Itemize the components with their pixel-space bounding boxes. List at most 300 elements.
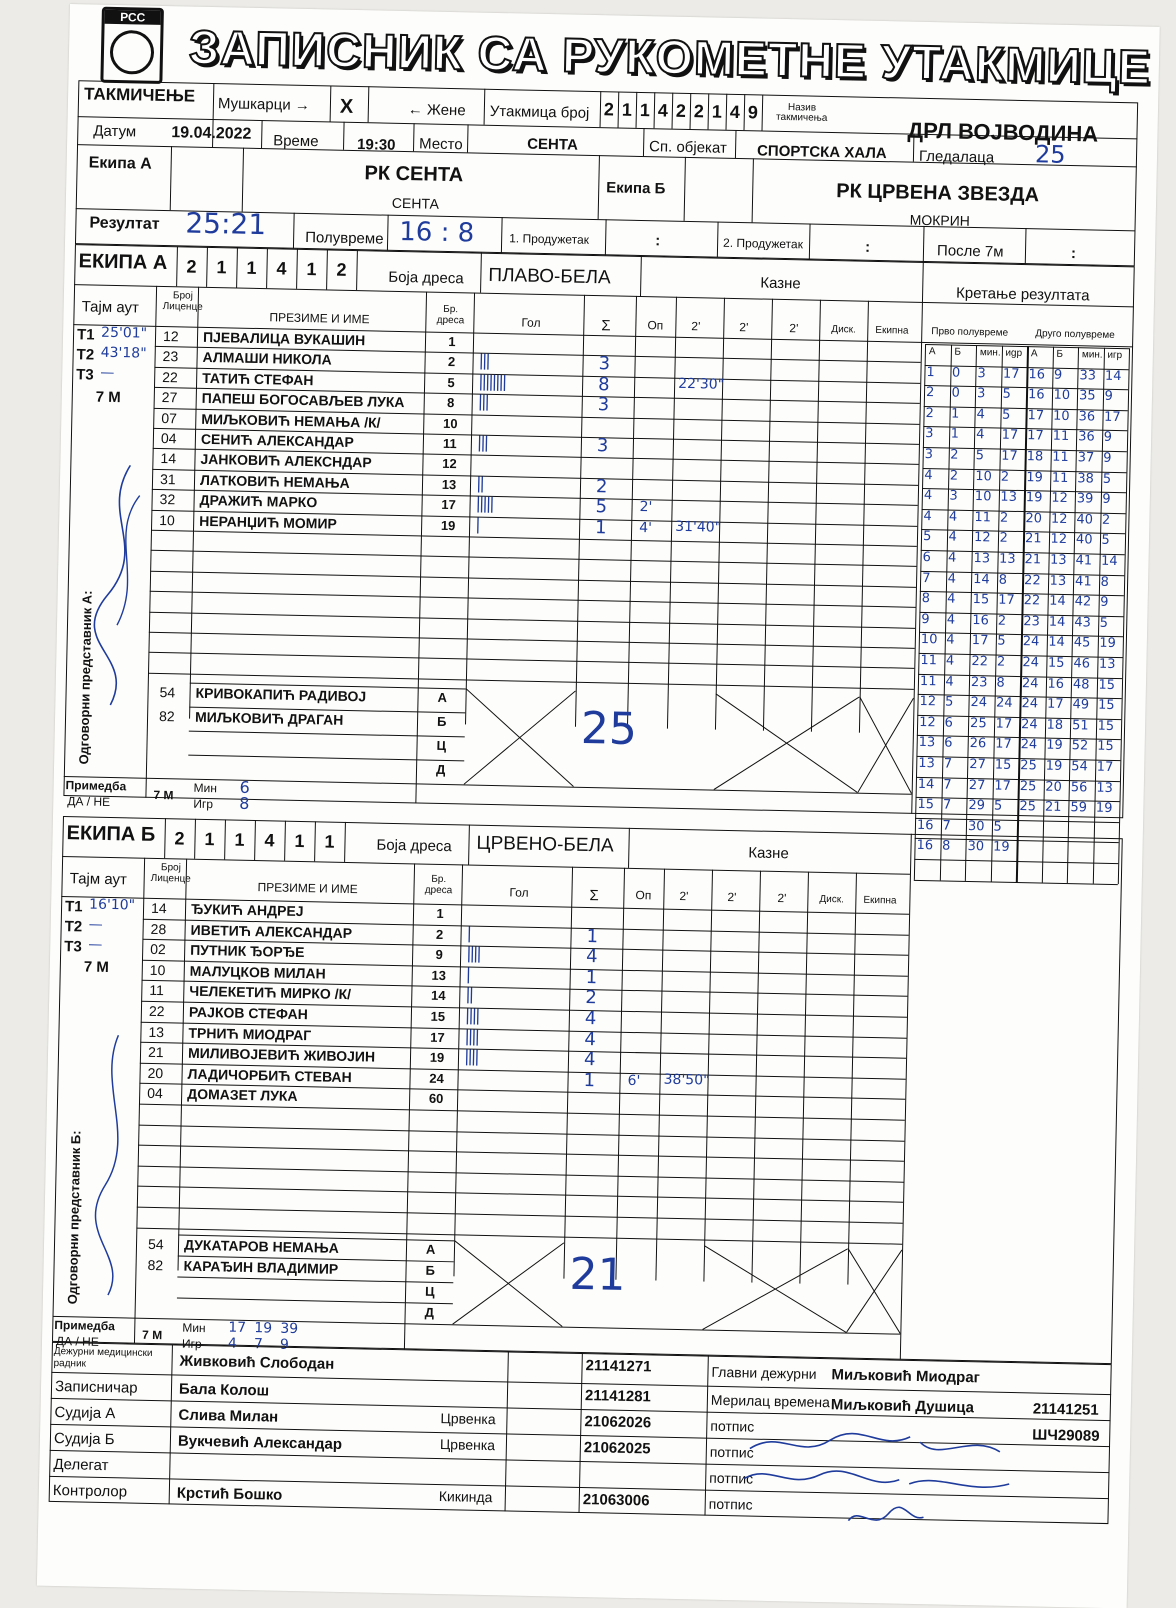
- player-licence: 10: [149, 961, 166, 979]
- team-b-cross-kazne: [702, 1246, 848, 1333]
- player-warning: 6': [627, 1072, 641, 1089]
- team-b-igr-label: Игр: [181, 1336, 202, 1352]
- player-name: ЧЕЛЕКЕТИЋ МИРКО /К/: [189, 983, 352, 1003]
- op-header: Оп: [647, 318, 664, 333]
- player-suspension: 31'40": [675, 518, 722, 536]
- score-cell: 24: [1021, 675, 1039, 692]
- team-b-t3: T3: [64, 938, 82, 956]
- score-cell: 23: [970, 674, 988, 690]
- sudija-b-potpis: потпис: [709, 1443, 754, 1461]
- score-cell: 2: [996, 654, 1006, 670]
- score-cell: 17: [1001, 427, 1019, 444]
- rezultat-value: 25:21: [185, 206, 267, 242]
- score-cell: 4: [947, 550, 957, 566]
- score-cell: 9: [1100, 594, 1109, 611]
- score-cell: 14: [1100, 553, 1118, 570]
- player-name: ЈАНКОВИЋ АЛЕКСНДАР: [200, 451, 372, 471]
- player-licence: 20: [147, 1064, 164, 1081]
- team-b-op-header: Оп: [635, 888, 652, 903]
- team-b-7m-footer: 7 M: [141, 1327, 163, 1343]
- player-name: ДРАЖИЋ МАРКО: [199, 492, 318, 511]
- score-cell: 22: [971, 654, 989, 670]
- merilac-label: Мерилац времена: [710, 1391, 831, 1411]
- team-a-total: 25: [580, 702, 638, 756]
- team-b-m2b-header: 2': [727, 889, 737, 905]
- player-goals-sum: 3: [596, 435, 609, 457]
- score-cell: 17: [995, 716, 1013, 732]
- score-cell: 24: [1020, 737, 1038, 753]
- sp-objekat-label: Сп. објекат: [648, 138, 727, 157]
- score-cell: 14: [1048, 635, 1066, 651]
- score-cell: 25: [1019, 799, 1037, 815]
- sudija-b-label: Судија Б: [53, 1429, 115, 1449]
- score-cell: 5: [993, 819, 1002, 835]
- player-jersey: 1: [436, 905, 444, 922]
- sp-objekat-value: СПОРТСКА ХАЛА: [756, 142, 887, 163]
- score-cell: 59: [1070, 800, 1088, 816]
- match-number-digit: 1: [711, 101, 723, 122]
- score-cell: 33: [1079, 367, 1097, 384]
- team-b-t1-value: 16'10": [88, 896, 136, 914]
- score-cell: 20: [1025, 510, 1043, 527]
- player-jersey: 60: [428, 1091, 444, 1107]
- score-cell: 21: [1044, 799, 1062, 816]
- score-cell: 4: [923, 508, 932, 524]
- score-cell: 19: [992, 839, 1010, 856]
- score-cell: 13: [1049, 552, 1067, 568]
- score-cell: 13: [918, 755, 935, 772]
- team-b-kazne-label: Казне: [748, 844, 789, 863]
- score-cell: 4: [976, 406, 986, 423]
- score-cell: 12: [1050, 532, 1068, 548]
- player-goals-sum: 1: [586, 925, 599, 947]
- player-licence: 27: [161, 389, 178, 406]
- score-cell: 17: [1027, 407, 1045, 424]
- score-cell: 2: [1101, 512, 1111, 528]
- kretanje-label: Кретање резултата: [955, 284, 1090, 305]
- score-cell: 12: [918, 714, 936, 731]
- score-cell: 25: [1020, 758, 1037, 774]
- player-jersey: 17: [441, 497, 456, 513]
- player-licence: 04: [160, 430, 177, 447]
- dezurni-lic: 21141271: [585, 1357, 652, 1376]
- ekipa-a-label: Екипа А: [88, 154, 152, 173]
- score-cell: 17: [998, 592, 1015, 609]
- score-cell: 48: [1072, 676, 1090, 693]
- score-cell: 27: [968, 777, 986, 793]
- player-goals-tally: ||||: [464, 1005, 479, 1025]
- team-b-m2a-header: 2': [679, 888, 689, 904]
- match-number-digit: 2: [675, 100, 687, 121]
- score-cell: 52: [1071, 738, 1089, 754]
- team-a-t3: T3: [76, 366, 94, 384]
- team-b-7m-label: 7 M: [83, 958, 110, 977]
- score-cell: 7: [942, 818, 951, 834]
- score-cell: 15: [994, 757, 1012, 773]
- prvo-poluvreme-label: Прво полувреме: [931, 326, 1009, 339]
- score-cell: 3: [924, 447, 934, 463]
- gol-header: Гол: [521, 315, 541, 330]
- score-cell: 13: [1096, 780, 1114, 796]
- zapisnicar-label: Записничар: [54, 1377, 138, 1397]
- team-a-cross-kazne: [714, 694, 860, 793]
- player-name: ПУТНИК ЂОРЂЕ: [190, 941, 305, 961]
- score-cell: 7: [943, 777, 952, 793]
- match-number-digit: 1: [621, 99, 633, 120]
- score-cell: 16: [1047, 676, 1065, 692]
- score-cell: 10: [974, 489, 992, 505]
- official-licence: 82: [147, 1256, 164, 1274]
- score-cell: 22: [1023, 593, 1041, 609]
- team-a-t1-value: 25'01": [100, 324, 148, 342]
- score-cell: 23: [1023, 613, 1040, 630]
- score-grid-header: Б: [1056, 348, 1064, 360]
- score-cell: 30: [967, 818, 985, 835]
- zapisnicar-name: Бала Колош: [178, 1380, 270, 1400]
- score-cell: 25: [1019, 778, 1037, 795]
- player-goals-sum: 3: [598, 353, 611, 375]
- score-cell: 4: [945, 674, 954, 690]
- score-cell: 29: [968, 798, 986, 814]
- posle7m-label: После 7м: [936, 242, 1004, 261]
- score-cell: 19: [1099, 636, 1117, 652]
- ekipa-b-city: МОКРИН: [909, 211, 971, 229]
- score-cell: 40: [1076, 511, 1094, 528]
- score-cell: 5: [1099, 615, 1109, 631]
- rezultat-label: Резултат: [89, 214, 160, 233]
- score-cell: 46: [1073, 656, 1091, 672]
- score-cell: 10: [920, 632, 938, 648]
- rss-logo: [100, 7, 164, 84]
- score-cell: 13: [1049, 573, 1067, 589]
- player-suspension: 38'50": [663, 1071, 710, 1089]
- score-cell: 15: [1047, 655, 1065, 671]
- player-name: ЛАТКОВИЋ НЕМАЊА: [199, 471, 350, 491]
- score-cell: 3: [949, 488, 958, 504]
- player-licence: 32: [159, 491, 176, 508]
- score-cell: 24: [1020, 716, 1038, 733]
- muskarci-mark[interactable]: X: [339, 95, 354, 118]
- score-cell: 42: [1074, 594, 1092, 610]
- team-b-sum-header: Σ: [589, 887, 599, 905]
- score-cell: 43: [1074, 614, 1091, 631]
- team-code-digit: 1: [204, 829, 215, 850]
- player-licence: 12: [162, 328, 179, 345]
- team-code-digit: 1: [246, 257, 257, 278]
- player-licence: 13: [148, 1023, 165, 1040]
- team-a-t2: T2: [76, 346, 95, 364]
- score-cell: 5: [1102, 471, 1112, 487]
- muskarci-label: Мушкарци →: [217, 95, 311, 115]
- sudija-a-lic: 21062026: [584, 1413, 652, 1432]
- score-cell: 11: [920, 652, 938, 669]
- score-grid-header: А: [1030, 348, 1038, 360]
- official-name: ДУКАТАРОВ НЕМАЊА: [183, 1236, 340, 1256]
- score-cell: 2: [925, 385, 935, 401]
- score-cell: 18: [1046, 717, 1064, 733]
- team-b-primedba-label: Примедба: [54, 1317, 116, 1334]
- player-jersey: 15: [430, 1008, 446, 1025]
- m2a-header: 2': [691, 319, 701, 334]
- gledalaca-label: Гледалаца: [918, 147, 995, 167]
- player-jersey: 5: [447, 374, 455, 390]
- team-a-7m-footer: 7 M: [153, 787, 174, 803]
- sudija-a-city: Црвенка: [440, 1410, 496, 1428]
- player-jersey: 19: [440, 517, 456, 533]
- score-cell: 16: [916, 817, 934, 834]
- player-goals-sum: 2: [585, 987, 597, 1009]
- score-cell: 14: [1048, 614, 1066, 630]
- team-b-disk-header: Диск.: [819, 893, 845, 906]
- player-goals-sum: 1: [594, 516, 607, 538]
- player-goals-tally: |||: [477, 391, 489, 412]
- player-jersey: 13: [441, 476, 457, 492]
- team-b-tajm-aut-header: Тајм аут: [69, 870, 128, 889]
- team-a-igr-value: 8: [239, 793, 250, 813]
- player-licence: 31: [159, 470, 176, 488]
- posle7m-colon: :: [1070, 245, 1077, 263]
- player-jersey: 17: [430, 1029, 445, 1045]
- player-goals-tally: |: [465, 964, 470, 984]
- player-name: ТРНИЋ МИОДРАГ: [188, 1024, 312, 1043]
- sum-header: Σ: [601, 317, 611, 335]
- player-goals-sum: 4: [585, 946, 598, 968]
- player-warning: 4': [638, 519, 653, 536]
- player-goals-sum: 3: [597, 394, 610, 416]
- score-cell: 37: [1077, 450, 1095, 466]
- score-sheet: [37, 4, 1160, 1608]
- player-goals-tally: ||||: [464, 1026, 479, 1046]
- player-jersey: 13: [431, 967, 447, 983]
- score-cell: 15: [1097, 739, 1114, 755]
- score-grid-header: А: [928, 346, 936, 358]
- ekipa-b-name: РК ЦРВЕНА ЗВЕЗДА: [836, 180, 1040, 207]
- player-name: МИЉКОВИЋ НЕМАЊА /К/: [201, 410, 381, 431]
- player-licence: 28: [150, 920, 167, 937]
- team-a-kazne-label: Казне: [760, 274, 801, 293]
- score-cell: 17: [1046, 696, 1064, 713]
- drugo-poluvreme-label: Друго полувреме: [1035, 328, 1115, 341]
- player-goals-tally: |: [466, 923, 471, 943]
- score-cell: 14: [972, 571, 990, 587]
- player-goals-tally: ||||: [463, 1046, 478, 1066]
- score-cell: 15: [1098, 677, 1116, 693]
- player-goals-tally: |: [475, 514, 479, 534]
- team-b-igr-value-3: 9: [279, 1336, 290, 1353]
- player-goals-tally: ||: [475, 473, 484, 493]
- score-cell: 26: [969, 736, 987, 752]
- score-cell: 35: [1078, 388, 1096, 404]
- score-cell: 21: [1024, 531, 1042, 547]
- score-cell: 8: [1100, 574, 1110, 590]
- score-cell: 19: [1046, 737, 1063, 754]
- score-cell: 6: [944, 735, 953, 752]
- player-goals-tally: ||: [465, 984, 473, 1005]
- score-cell: 3: [925, 426, 934, 442]
- official-mark: Ц: [436, 737, 447, 754]
- score-cell: 19: [1025, 490, 1043, 506]
- score-cell: 4: [947, 571, 957, 587]
- match-number-digit: 1: [639, 99, 651, 121]
- team-b-t1: T1: [64, 898, 83, 916]
- player-name: МАЛУЦКОВ МИЛАН: [189, 962, 326, 982]
- score-cell: 8: [996, 675, 1005, 691]
- score-cell: 5: [1001, 407, 1011, 423]
- score-cell: 17: [1096, 759, 1114, 776]
- prod1-colon: :: [654, 232, 661, 250]
- zene-label: ← Жене: [407, 101, 466, 120]
- team-code-digit: 4: [276, 258, 287, 279]
- team-code-digit: 1: [324, 831, 335, 852]
- player-jersey: 8: [446, 395, 455, 411]
- team-b-da-ne: ДА / НЕ: [55, 1334, 99, 1349]
- player-name: МИЛИВОЈЕВИЋ ЖИВОЈИН: [187, 1044, 376, 1065]
- team-b-cross-gol: [452, 1240, 564, 1326]
- player-name: ДОМАЗЕТ ЛУКА: [187, 1086, 298, 1105]
- team-b-cross-ekipna: [846, 1249, 902, 1334]
- player-goals-sum: 4: [583, 1049, 596, 1071]
- player-goals-sum: 5: [595, 496, 608, 518]
- match-number-digit: 2: [693, 101, 705, 122]
- score-cell: 15: [972, 592, 990, 608]
- official-mark: Б: [436, 713, 447, 730]
- score-cell: 5: [922, 529, 932, 545]
- team-b-label: ЕКИПА Б: [66, 822, 156, 846]
- score-cell: 16: [1027, 387, 1045, 403]
- match-number-digit: 4: [657, 100, 669, 121]
- team-b-representative-signature: [83, 1025, 149, 1306]
- score-cell: 4: [948, 509, 958, 525]
- player-goals-sum: 8: [597, 373, 610, 396]
- score-cell: 11: [919, 673, 937, 689]
- team-a-representative-signature: [85, 455, 160, 716]
- score-cell: 12: [973, 530, 991, 546]
- team-code-digit: 1: [306, 259, 317, 280]
- team-a-igr-label: Игр: [193, 796, 214, 812]
- score-cell: 12: [1051, 490, 1069, 507]
- player-licence: 10: [159, 511, 175, 528]
- score-cell: 6: [944, 715, 954, 731]
- team-b-m2c-header: 2': [777, 891, 787, 906]
- handball-icon: [110, 30, 155, 75]
- ekipa-a-name: РК СЕНТА: [364, 162, 464, 187]
- team-b-ekipna-header: Екипна: [863, 894, 897, 907]
- team-a-cross-gol: [464, 688, 576, 786]
- player-goals-sum: 4: [584, 1028, 597, 1050]
- team-b-total: 21: [568, 1248, 627, 1301]
- player-goals-sum: 4: [584, 1008, 597, 1030]
- score-cell: 49: [1072, 697, 1090, 713]
- score-cell: 2: [1000, 469, 1010, 485]
- score-cell: 9: [1053, 367, 1063, 383]
- team-code-digit: 1: [216, 257, 227, 278]
- broj-licence-header: Број Лиценце: [162, 290, 203, 313]
- team-b-boja: ЦРВЕНО-БЕЛА: [476, 832, 614, 857]
- prod1-label: 1. Продужетак: [509, 231, 590, 247]
- player-name: ЂУКИЋ АНДРЕЈ: [190, 900, 304, 920]
- vreme-label: Време: [273, 132, 319, 151]
- team-a-7m-label: 7 M: [95, 388, 121, 407]
- score-cell: 7: [942, 797, 952, 813]
- player-goals-tally: |||: [478, 351, 489, 371]
- kontrolor-lic: 21063006: [582, 1491, 650, 1510]
- score-cell: 41: [1074, 573, 1092, 590]
- player-licence: 14: [150, 899, 167, 917]
- score-cell: 24: [1021, 696, 1039, 712]
- score-cell: 17: [1001, 448, 1018, 464]
- player-licence: 02: [150, 941, 166, 958]
- score-cell: 11: [1052, 449, 1069, 466]
- match-number-digit: 4: [729, 101, 741, 123]
- player-jersey: 14: [430, 988, 446, 1004]
- score-cell: 4: [948, 529, 957, 546]
- score-cell: 12: [919, 694, 937, 710]
- score-cell: 56: [1070, 779, 1088, 796]
- team-a-boja: ПЛАВО-БЕЛА: [488, 264, 611, 289]
- score-cell: 17: [1103, 409, 1121, 425]
- ekipa-a-city: СЕНТА: [391, 194, 440, 212]
- team-code-digit: 2: [174, 828, 185, 849]
- player-goals-tally: ||||||||: [477, 371, 506, 391]
- score-grid-header: иgр: [1005, 347, 1023, 360]
- score-cell: 14: [917, 776, 935, 792]
- score-cell: 7: [922, 570, 931, 586]
- player-goals-tally: ||||: [466, 943, 480, 963]
- sudija-a-label: Судија А: [54, 1403, 116, 1423]
- sudija-a-name: Слива Милан: [178, 1406, 279, 1426]
- score-cell: 11: [974, 509, 992, 526]
- score-cell: 17: [995, 736, 1012, 753]
- score-cell: 41: [1075, 553, 1093, 569]
- match-number-digit: 9: [747, 102, 759, 123]
- team-b-min-value-1: 17: [228, 1319, 247, 1336]
- score-cell: 5: [997, 633, 1006, 650]
- official-mark: А: [437, 689, 448, 706]
- ime-header: ПРЕЗИМЕ И ИМЕ: [269, 310, 370, 327]
- score-cell: 8: [941, 838, 951, 855]
- score-cell: 1: [926, 364, 935, 380]
- dezurni-name: Живковић Слободан: [179, 1352, 335, 1373]
- score-cell: 17: [1027, 428, 1044, 444]
- team-a-primedba-label: Примедба: [65, 778, 127, 794]
- official-licence: 54: [159, 684, 176, 701]
- official-name: КРИВОКАПИЋ РАДИВОЈ: [195, 684, 367, 705]
- player-warning: 2': [639, 499, 653, 516]
- score-cell: 13: [1000, 489, 1018, 506]
- mesto-value: СЕНТА: [526, 135, 579, 154]
- vreme-value: 19:30: [356, 136, 396, 154]
- score-cell: 2: [999, 530, 1008, 547]
- team-a-label: ЕКИПА А: [78, 250, 168, 275]
- team-a-min-label: Мин: [193, 780, 218, 796]
- m2b-header: 2': [739, 320, 749, 335]
- player-jersey: 24: [429, 1070, 444, 1086]
- player-jersey: 19: [429, 1049, 445, 1066]
- score-cell: 9: [921, 611, 930, 627]
- glavni-name: Миљковић Миодраг: [831, 1366, 981, 1387]
- player-name: РАЈКОВ СТЕФАН: [188, 1003, 308, 1023]
- score-grid-header: Б: [954, 346, 962, 358]
- score-cell: 36: [1078, 409, 1096, 425]
- score-cell: 15: [917, 797, 935, 813]
- player-suspension: 22'30": [678, 375, 725, 393]
- naziv-label: Назив такмичења: [775, 102, 828, 124]
- score-cell: 40: [1075, 532, 1093, 548]
- gledalaca-value: 25: [1034, 140, 1066, 169]
- player-licence: 11: [149, 982, 165, 999]
- score-grid-header: мин.: [1081, 349, 1103, 361]
- team-a-boja-label: Боја дреса: [388, 268, 464, 288]
